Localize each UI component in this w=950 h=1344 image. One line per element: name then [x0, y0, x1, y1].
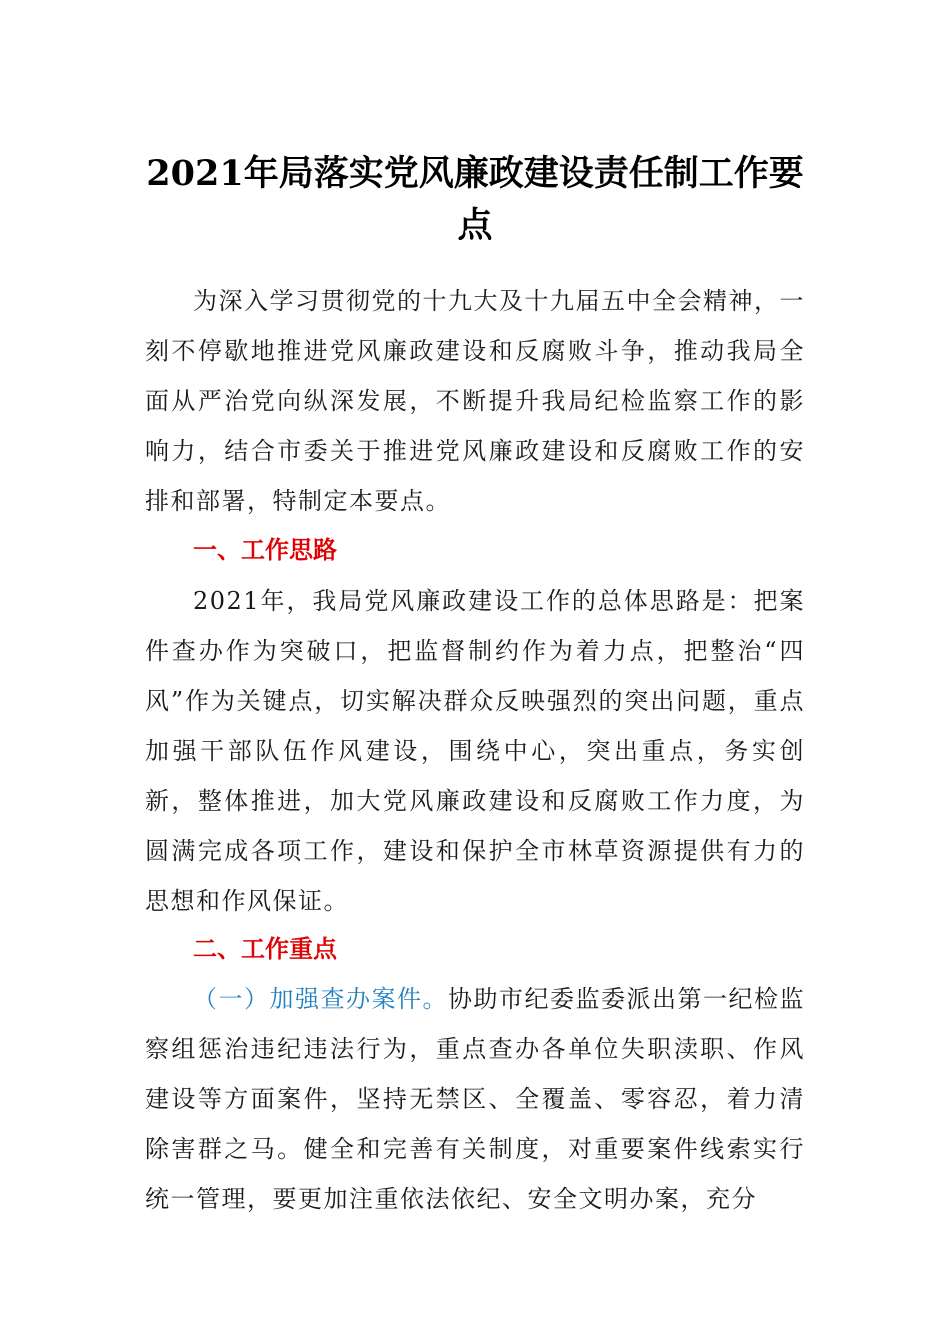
section2-heading: 二、工作重点	[193, 935, 337, 963]
section1-paragraph: 2021年，我局党风廉政建设工作的总体思路是：把案件查办作为突破口，把监督制约作为着力点，把整治“四风”作为关键点，切实解决群众反映强烈的突出问题，重点加强干部队伍作风建设，围绕中心，突出重点，务实创新，整体推进，加大党风廉政建设和反腐败工作力度，为圆满完成各项工作，建设和保护全市林草资源提供有力的思想和作风保证。	[145, 587, 805, 915]
section2-item1-label: （一）加强查办案件。	[193, 985, 448, 1013]
section2-item1-text: 协助市纪委监委派出第一纪检监察组惩治违纪违法行为，重点查办各单位失职渎职、作风建设等方面案件，坚持无禁区、全覆盖、零容忍，着力清除害群之马。健全和完善有关制度，对重要案件线索实行统一管理，要更加注重依法依纪、安全文明办案，充分	[145, 985, 805, 1213]
intro-paragraph: 为深入学习贯彻党的十九大及十九届五中全会精神，一刻不停歇地推进党风廉政建设和反腐败斗争，推动我局全面从严治党向纵深发展，不断提升我局纪检监察工作的影响力，结合市委关于推进党风廉政建设和反腐败工作的安排和部署，特制定本要点。	[145, 287, 805, 515]
document-title: 2021年局落实党风廉政建设责任制工作要点	[146, 153, 804, 246]
section2-item1-paragraph	[145, 974, 805, 1224]
section1-heading: 一、工作思路	[193, 536, 337, 564]
